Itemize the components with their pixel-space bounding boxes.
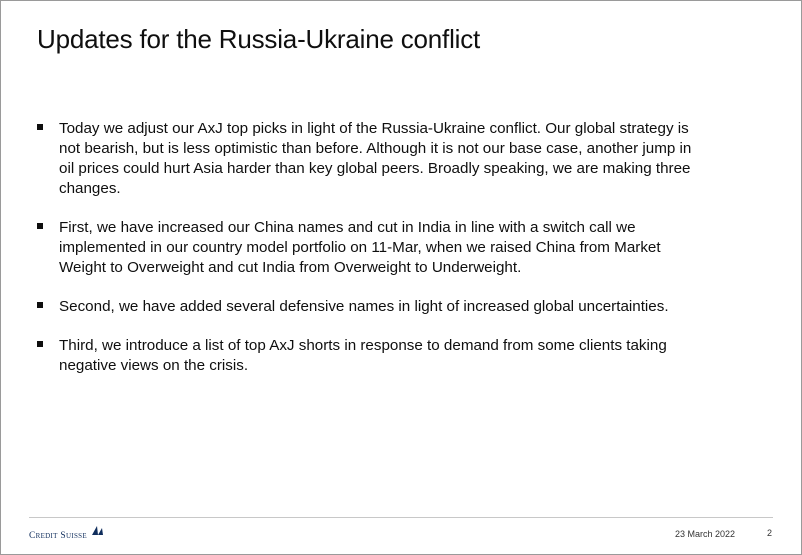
square-bullet-icon	[37, 223, 43, 229]
square-bullet-icon	[37, 124, 43, 130]
bullet-item	[37, 119, 697, 199]
bullet-list	[37, 119, 697, 376]
footer-divider	[29, 517, 773, 518]
bullet-text: Second, we have added several defensive names in light of increased global uncertainties.	[59, 298, 669, 315]
square-bullet-icon	[37, 341, 43, 347]
bullet-item	[37, 336, 697, 376]
bullet-text: Today we adjust our AxJ top picks in light of the Russia-Ukraine conflict. Our global strategy is not bearish, but is less optimistic than before. Although it is not our base case, another jump in oil prices could hurt Asia harder than key global peers. Broadly speaking, we are making three changes.	[59, 120, 692, 197]
square-bullet-icon	[37, 302, 43, 308]
sails-icon	[90, 523, 104, 537]
slide-title: Updates for the Russia-Ukraine conflict	[37, 24, 481, 54]
bullet-text: First, we have increased our China names and cut in India in line with a switch call we implemented in our country model portfolio on 11-Mar, when we raised China from Market Weight to Overweight and cut India from Overweight to Underweight.	[59, 219, 661, 276]
footer-date: 23 March 2022	[675, 529, 736, 539]
page-number: 2	[767, 528, 773, 538]
bullet-text: Third, we introduce a list of top AxJ shorts in response to demand from some clients taking negative views on the crisis.	[59, 337, 667, 374]
bullet-item	[37, 218, 697, 278]
company-logo	[29, 521, 104, 541]
logo-text: Credit Suisse	[29, 530, 87, 541]
bullet-item	[37, 297, 697, 317]
